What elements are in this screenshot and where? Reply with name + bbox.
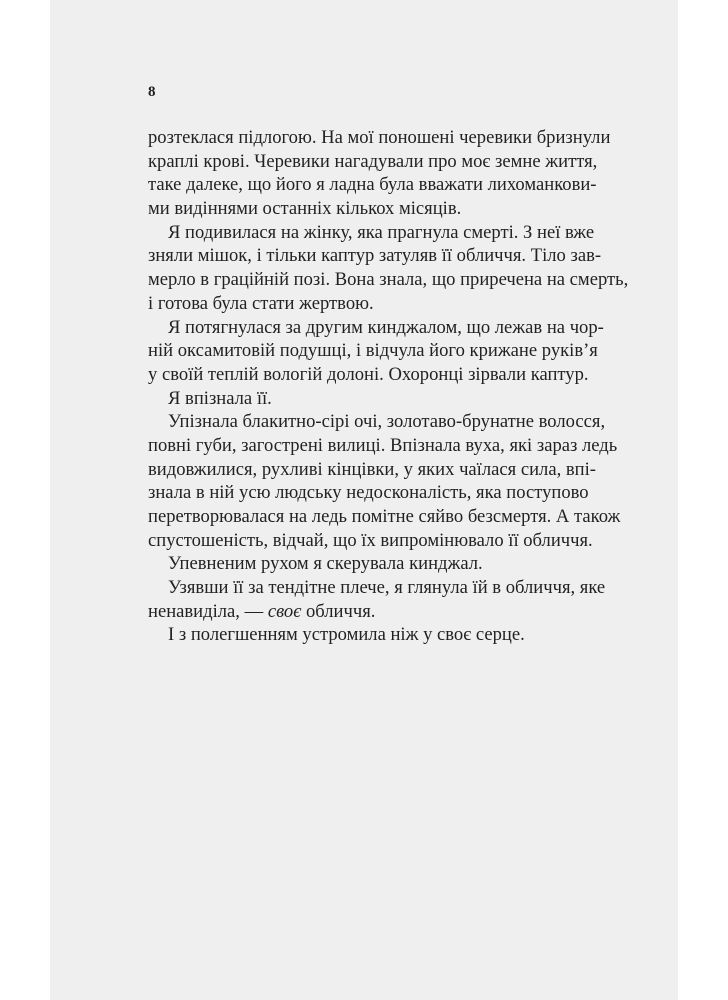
text-line: мерло в грацiйній позі. Вона знала, що приречена на смерть,: [148, 269, 629, 291]
text-line: знала в ній усю людську недосконалість, яка поступово: [148, 482, 589, 504]
text-line: Я потягнулася за другим кинджалом, що лежав на чор-: [168, 316, 604, 338]
text-line: видовжилися, рухливі кінцівки, у яких чаїлася сила, впі-: [148, 458, 596, 480]
text-line: у своїй теплій вологій долоні. Охоронці зірвали каптур.: [148, 363, 589, 385]
text-fragment: обличчя.: [301, 600, 376, 622]
text-line: ній оксамитовій подушці, і відчула його крижане руків’я: [148, 340, 598, 362]
text-line: Упевненим рухом я скерувала кинджал.: [168, 553, 483, 575]
text-line: повні губи, загострені вилиці. Впізнала вуха, які зараз ледь: [148, 434, 618, 456]
body-text: [148, 126, 629, 647]
text-line: зняли мішок, і тільки каптур затуляв її обличчя. Тіло зав-: [148, 245, 602, 267]
text-line: розтеклася підлогою. На мої поношені черевики бризнули: [148, 127, 611, 148]
text-line: спустошеність, відчай, що їх випромінювало її обличчя.: [148, 529, 593, 551]
text-line: Узявши її за тендітне плече, я глянула їй в обличчя, яке: [168, 577, 606, 599]
text-line: Упізнала блакитно-сірі очі, золотаво-брунатне волосся,: [168, 411, 606, 433]
text-line: ми видіннями останніх кількох місяців.: [148, 198, 462, 220]
text-line-with-italic: [148, 600, 580, 624]
final-text-line: І з полегшенням устромила ніж у своє серце.: [168, 624, 525, 646]
text-line: таке далеке, що його я ладна була вважати лихоманкови-: [148, 174, 597, 196]
text-line: краплі крові. Черевики нагадували про моє земне життя,: [148, 150, 598, 172]
page-number: 8: [148, 84, 156, 100]
text-line: і готова була стати жертвою.: [148, 292, 374, 314]
italic-word: своє: [267, 600, 302, 622]
text-line: перетворювалася на ледь помітне сяйво безсмертя. А також: [148, 506, 621, 527]
text-line: Я впізнала її.: [168, 387, 272, 409]
text-fragment: ненавиділа, —: [148, 600, 268, 622]
text-line: Я подивилася на жінку, яка прагнула смерті. З неї вже: [168, 221, 595, 243]
